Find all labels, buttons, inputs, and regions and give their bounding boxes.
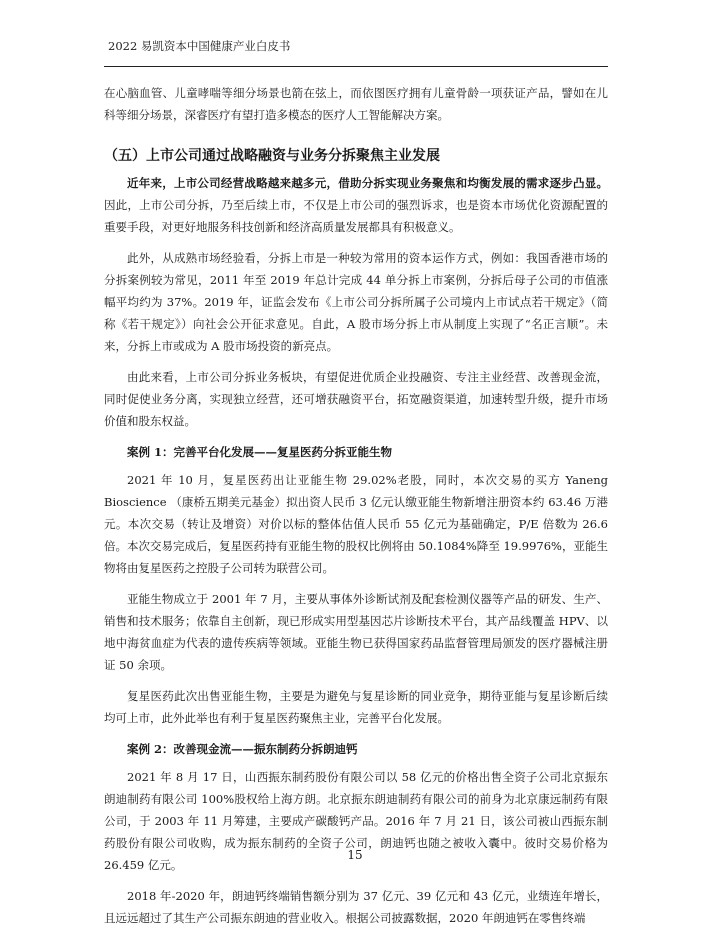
running-header: 2022 易凯资本中国健康产业白皮书 xyxy=(108,39,291,53)
intro-paragraph: 在心脑血管、儿童哮喘等细分场景也箭在弦上，而依图医疗拥有儿童骨龄一项获证产品，譬如在儿科等细分场景，深睿医疗有望打造多模态的医疗人工智能解决方案。 xyxy=(104,86,608,122)
case2-paragraph: 2018 年-2020 年，朗迪钙终端销售额分别为 37 亿元、39 亿元和 43 亿元，业绩连年增长，且远远超过了其生产公司振东朗迪的营业收入。根据公司披露数据，2020 年朗迪钙在零售终端 xyxy=(104,889,608,925)
case1-paragraph: 复星医药此次出售亚能生物，主要是为避免与复星诊断的同业竞争，期待亚能与复星诊断后续均可上市，此外此举也有利于复星医药聚焦主业，完善平台化发展。 xyxy=(104,689,608,725)
header-divider xyxy=(104,66,608,67)
case1-paragraph: 2021 年 10 月，复星医药出让亚能生物 29.02%老股，同时，本次交易的买方 Yaneng Bioscience （康桥五期美元基金）拟出资人民币 3 亿元认缴亚能生物新增注册资本约 63.46 万港元。本次交易（转让及增资）对价以标的整体估值人民币 55 亿元为基础确定，P/E 倍数为 26.6 倍。本次交易完成后，复星医药持有亚能生物的股权比例将由 50.1084%降至 19.9976%，亚能生物将由复星医药之控股子公司转为联营公司。 xyxy=(104,473,608,575)
page-number: 15 xyxy=(347,848,363,862)
page-body xyxy=(104,82,608,929)
section-lead-paragraph xyxy=(104,172,608,238)
case1-paragraph: 亚能生物成立于 2001 年 7 月，主要从事体外诊断试剂及配套检测仪器等产品的研发、生产、销售和技术服务；依靠自主创新，现已形成实用型基因芯片诊断技术平台，其产品线覆盖 HPV、以地中海贫血症为代表的遗传疾病等领域。亚能生物已获得国家药品监督管理局颁发的医疗器械注册证 50 余项。 xyxy=(104,592,608,672)
body-paragraph: 由此来看，上市公司分拆业务板块，有望促进优质企业投融资、专注主业经营、改善现金流，同时促使业务分离，实现独立经营，还可增获融资平台，拓宽融资渠道，加速转型升级，提升市场价值和股东权益。 xyxy=(104,370,608,428)
case2-title: 案例 2：改善现金流——振东制药分拆朗迪钙 xyxy=(127,742,358,756)
lead-bold-text: 近年来，上市公司经营战略越来越多元，借助分拆实现业务聚焦和均衡发展的需求逐步凸显。 xyxy=(127,176,608,190)
lead-rest-text: 因此，上市公司分拆，乃至后续上市，不仅是上市公司的强烈诉求，也是资本市场优化资源配置的重要手段，对更好地服务科技创新和经济高质量发展都具有积极意义。 xyxy=(104,198,608,234)
body-paragraph: 此外，从成熟市场经验看，分拆上市是一种较为常用的资本运作方式，例如：我国香港市场的分拆案例较为常见，2011 年至 2019 年总计完成 44 单分拆上市案例，分拆后母子公司的市值涨幅平均约为 37%。2019 年，证监会发布《上市公司分拆所属子公司境内上市试点若干规定》（简称《若干规定》）向社会公开征求意见。自此，A 股市场分拆上市从制度上实现了“名正言顺”。未来，分拆上市或成为 A 股市场投资的新亮点。 xyxy=(104,251,608,353)
section-heading: （五）上市公司通过战略融资与业务分拆聚焦主业发展 xyxy=(104,148,440,164)
case1-title: 案例 1：完善平台化发展——复星医药分拆亚能生物 xyxy=(127,445,393,459)
case2-paragraph: 2021 年 8 月 17 日，山西振东制药股份有限公司以 58 亿元的价格出售全资子公司北京振东朗迪制药有限公司 100%股权给上海方朗。北京振东朗迪制药有限公司的前身为北京康远制药有限公司，于 2003 年 11 月筹建，主要成产碳酸钙产品。2016 年 7 月 21 日，该公司被山西振东制药股份有限公司收购，成为振东制药的全资子公司，朗迪钙也随之被收入囊中。彼时交易价格为 26.459 亿元。 xyxy=(104,770,608,872)
